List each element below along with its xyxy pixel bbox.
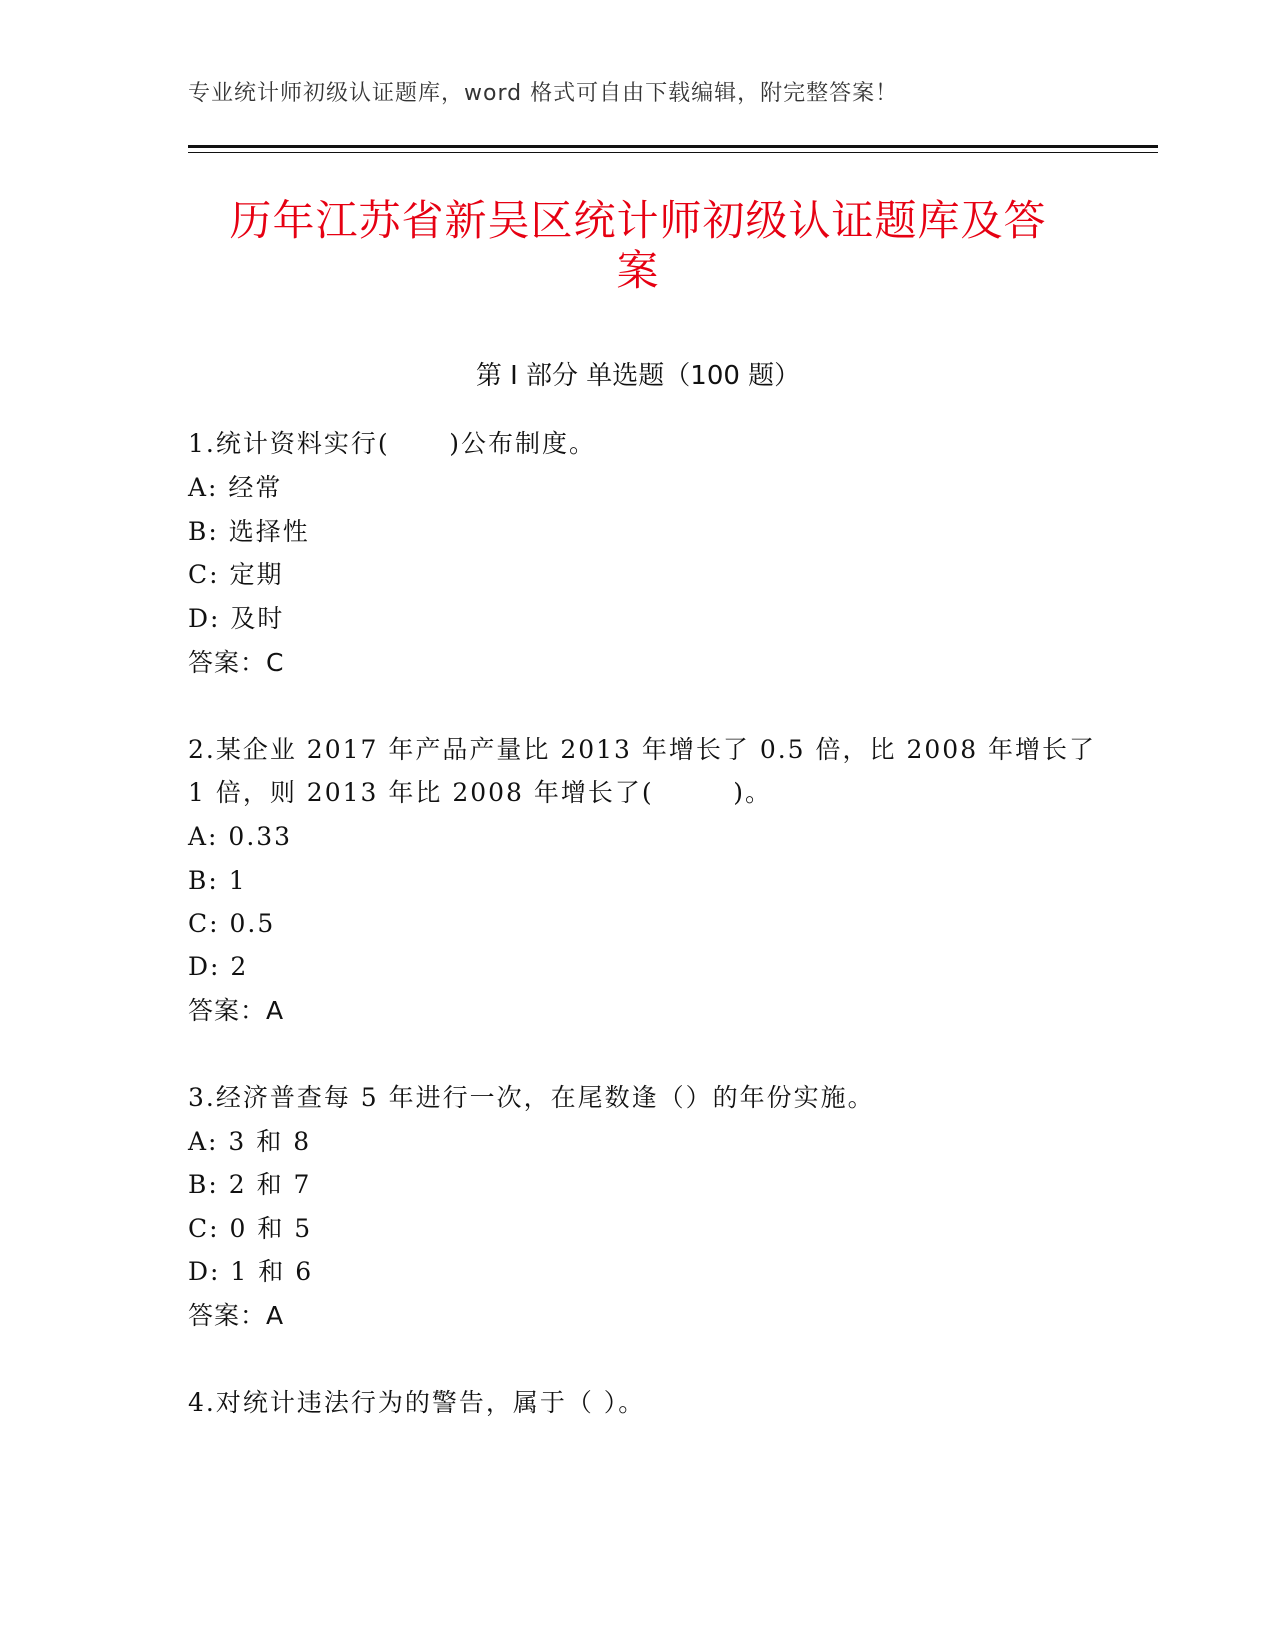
- question-1-option-c: C: 定期: [188, 560, 284, 589]
- document-title-line2: 案: [616, 246, 660, 295]
- question-2-answer: 答案：A: [188, 996, 285, 1025]
- header-note: 专业统计师初级认证题库，word 格式可自由下载编辑，附完整答案！: [188, 81, 899, 106]
- question-1-option-a: A: 经常: [188, 473, 283, 502]
- question-2-stem-line2: 1 倍，则 2013 年比 2008 年增长了( )。: [188, 778, 772, 807]
- question-2-option-a: A: 0.33: [188, 822, 293, 851]
- question-1-option-b: B: 选择性: [188, 517, 310, 546]
- question-1-option-d: D: 及时: [188, 604, 285, 633]
- question-2-option-b: B: 1: [188, 866, 247, 895]
- question-3-option-b: B: 2 和 7: [188, 1170, 312, 1199]
- section-title: 第 I 部分 单选题（100 题）: [475, 361, 801, 391]
- header-rule-thick: [188, 145, 1158, 148]
- question-4-stem: 4.对统计违法行为的警告，属于（ ）。: [188, 1388, 646, 1417]
- question-3-option-a: A: 3 和 8: [188, 1127, 312, 1156]
- question-3-option-d: D: 1 和 6: [188, 1257, 314, 1286]
- question-1-stem: 1.统计资料实行( )公布制度。: [188, 429, 597, 458]
- document-title: [188, 196, 1088, 296]
- document-title-line1: 历年江苏省新吴区统计师初级认证题库及答: [229, 196, 1047, 245]
- question-3-stem: 3.经济普查每 5 年进行一次，在尾数逢（）的年份实施。: [188, 1083, 875, 1112]
- question-2-option-d: D: 2: [188, 952, 249, 981]
- question-2-stem-line1: 2.某企业 2017 年产品产量比 2013 年增长了 0.5 倍，比 2008 年增长了: [188, 735, 1097, 764]
- question-1-answer: 答案：C: [188, 648, 285, 677]
- question-3-answer: 答案：A: [188, 1301, 285, 1330]
- question-3-option-c: C: 0 和 5: [188, 1214, 313, 1243]
- header-rule-thin: [188, 152, 1158, 153]
- question-2-option-c: C: 0.5: [188, 909, 276, 938]
